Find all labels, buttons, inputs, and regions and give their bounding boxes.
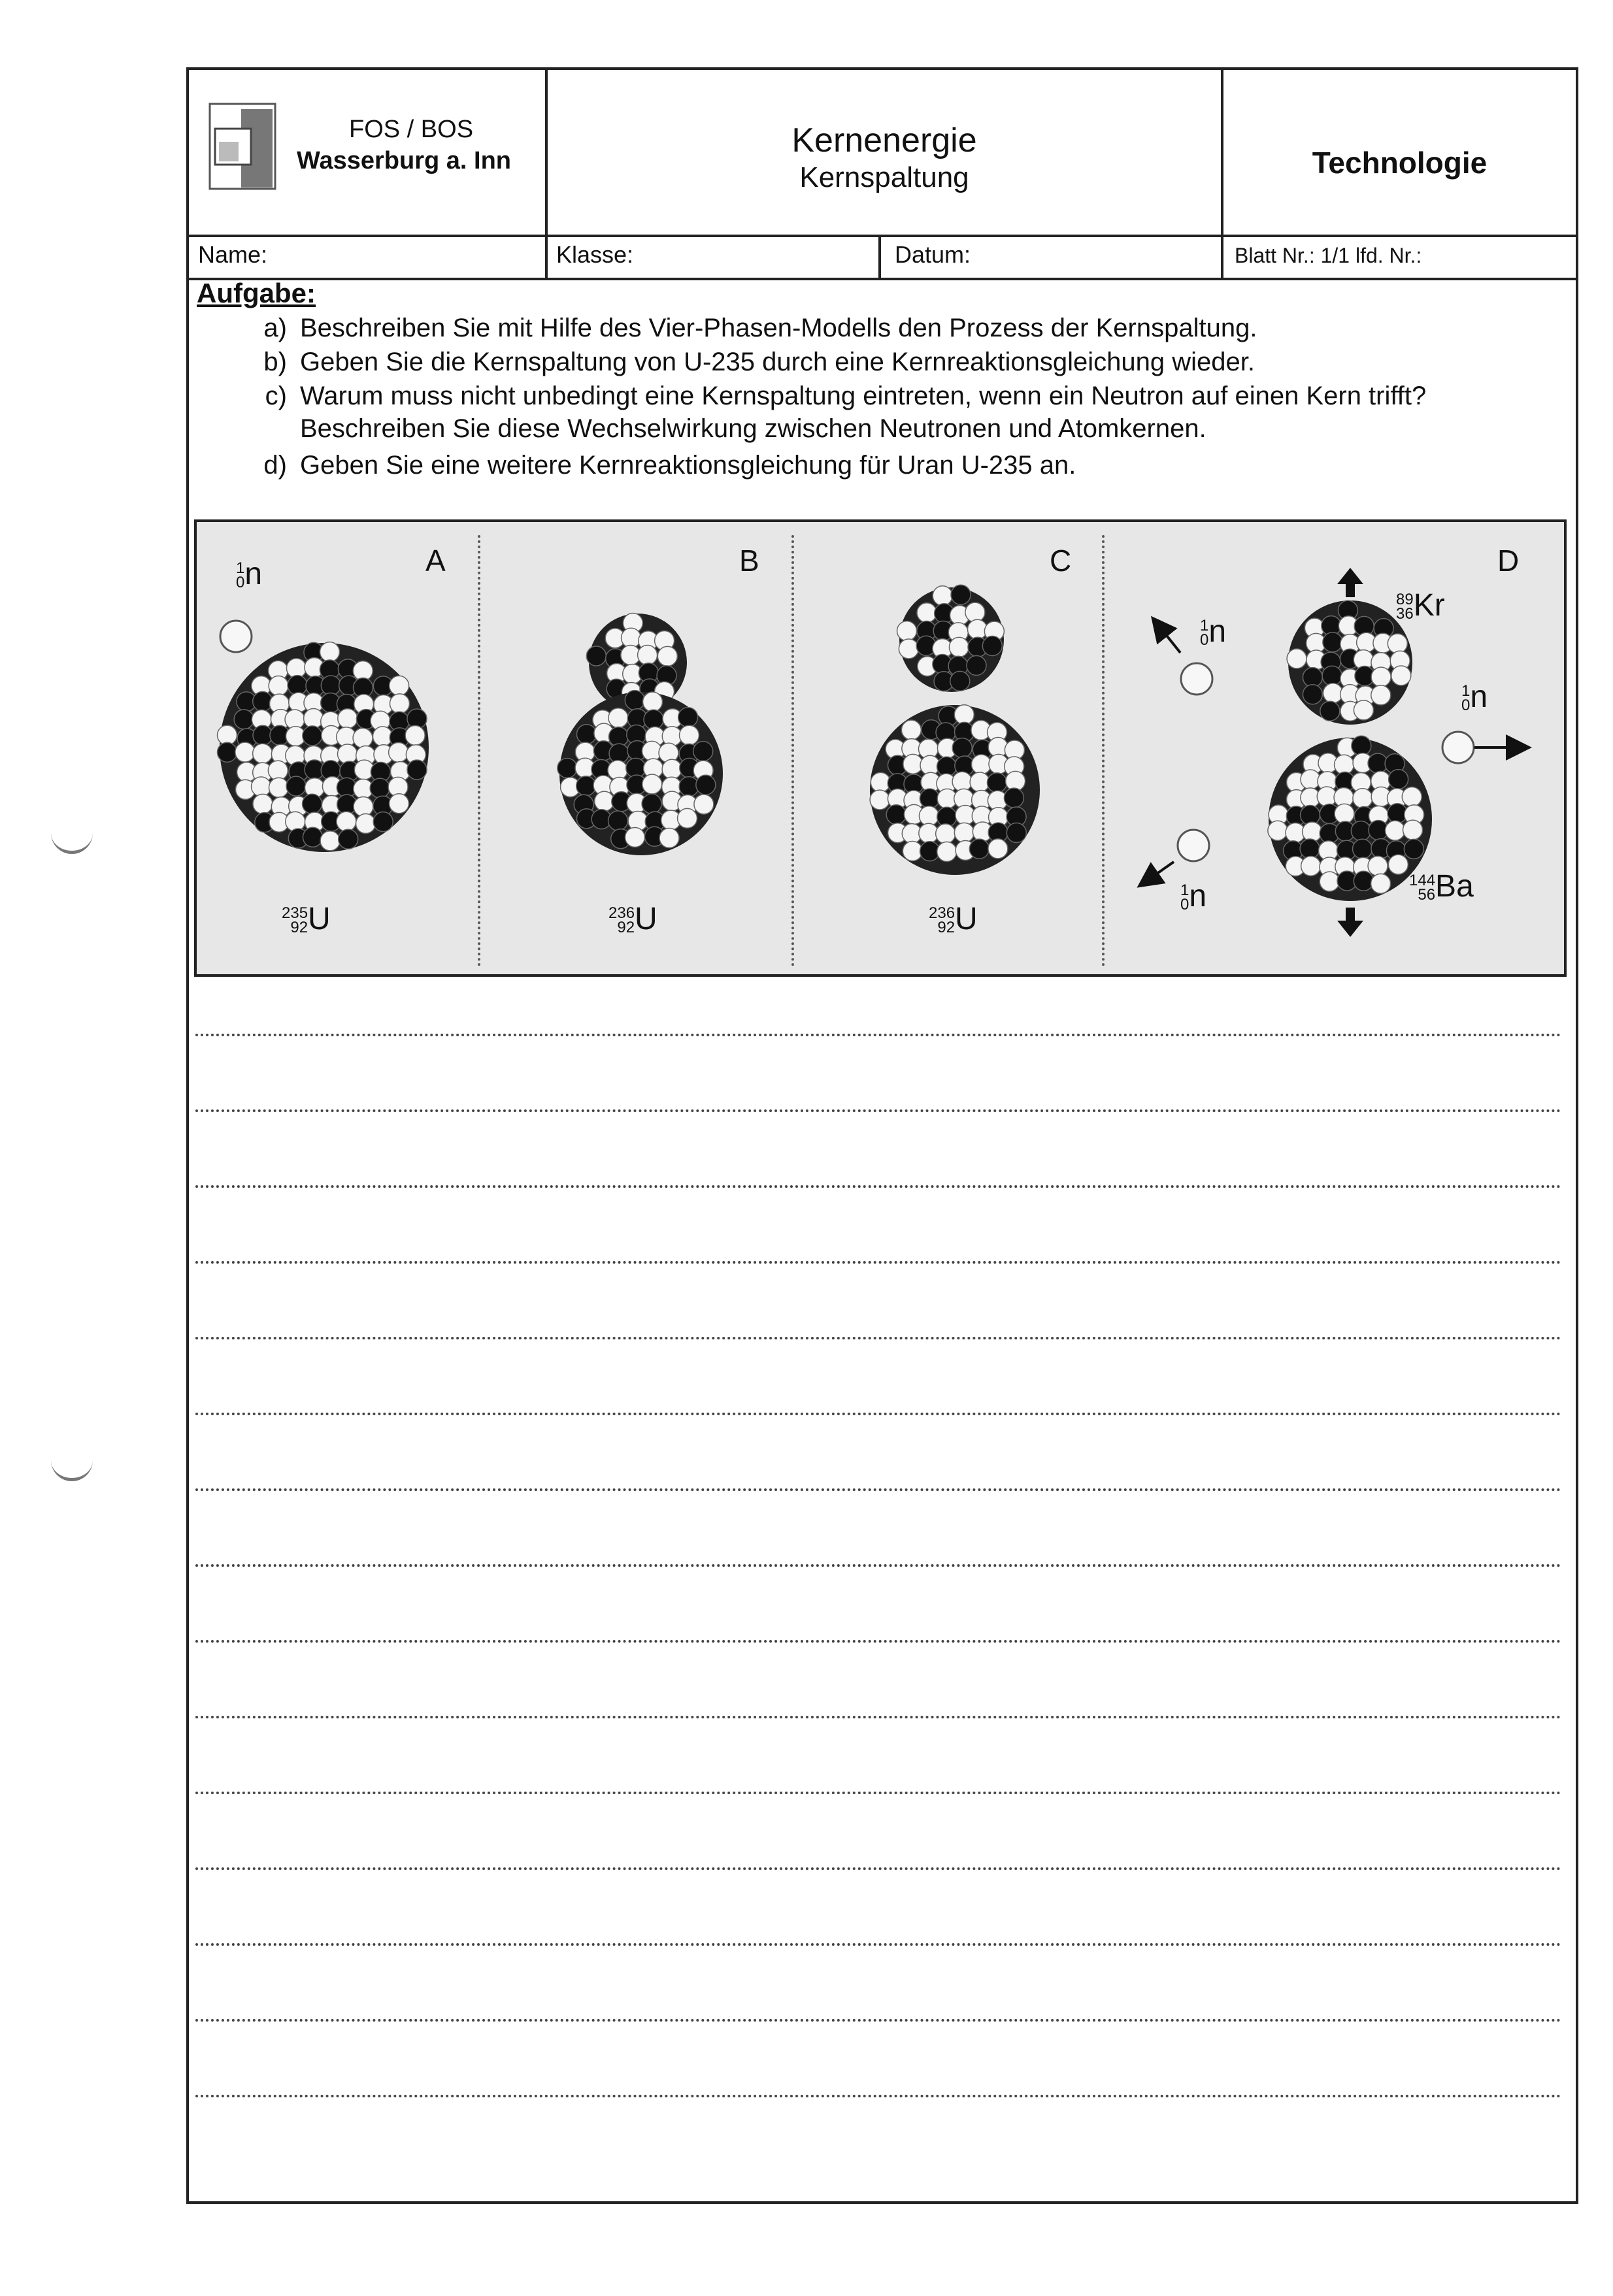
writing-line[interactable] <box>195 1640 1561 1643</box>
fission-illustration <box>197 522 1564 974</box>
u236-label-c: 236 92 U <box>929 902 978 937</box>
neutron-label-a: 1 0 n <box>236 557 263 592</box>
klasse-field-label: Klasse: <box>556 241 634 268</box>
writing-line[interactable] <box>195 1413 1561 1415</box>
neutron-label-d1: 1 0 n <box>1200 614 1227 649</box>
nucleus-upper-lobe <box>897 585 1005 692</box>
writing-line[interactable] <box>195 1792 1561 1794</box>
phase-label-d: D <box>1497 544 1520 578</box>
name-field-label: Name: <box>198 241 268 268</box>
page-subtitle: Kernspaltung <box>799 161 969 193</box>
fission-figure <box>194 519 1567 977</box>
phase-separator <box>1102 535 1105 966</box>
school-line2: Wasserburg a. Inn <box>297 147 511 174</box>
datum-field-label: Datum: <box>895 241 971 268</box>
writing-line[interactable] <box>195 2019 1561 2022</box>
ba-label: 144 56 Ba <box>1409 869 1474 904</box>
nucleus-lower-lobe <box>870 705 1040 875</box>
uranium-235-nucleus <box>217 642 429 852</box>
krypton-nucleus <box>1287 600 1412 725</box>
kr-label: 89 36 Kr <box>1396 588 1445 623</box>
title-cell <box>548 70 1221 235</box>
nuclei-group <box>217 585 1474 901</box>
writing-line[interactable] <box>195 1337 1561 1339</box>
writing-line[interactable] <box>195 2095 1561 2097</box>
task-text: Geben Sie eine weitere Kernreaktionsgleichung für Uran U-235 an. <box>300 451 1076 480</box>
barium-nucleus <box>1268 736 1432 901</box>
neutron-arrow-up-left <box>1154 620 1180 653</box>
task-item-d <box>241 449 1561 482</box>
task-letter: d) <box>263 451 287 480</box>
writing-line[interactable] <box>195 1488 1561 1491</box>
phase-separator <box>791 535 794 966</box>
punch-hole-bottom <box>51 1452 93 1481</box>
task-item-a <box>241 312 1561 344</box>
task-text: Geben Sie die Kernspaltung von U-235 durch eine Kernreaktionsgleichung wieder. <box>300 348 1255 376</box>
page-title: Kernenergie <box>791 122 977 159</box>
neutron-arrow-down-left <box>1141 862 1174 885</box>
neutron-label-d3: 1 0 n <box>1180 879 1207 914</box>
phase-separator <box>478 535 480 966</box>
school-cell <box>189 70 545 235</box>
task-item-c <box>241 380 1561 445</box>
info-row <box>189 235 1576 280</box>
neutron-particle <box>1181 663 1212 695</box>
info-divider-2 <box>878 235 881 278</box>
writing-line[interactable] <box>195 1943 1561 1946</box>
writing-line[interactable] <box>195 1564 1561 1567</box>
subject-cell <box>1223 70 1576 235</box>
arrow-down-bold <box>1337 908 1363 937</box>
school-logo-icon <box>208 103 280 194</box>
info-divider-3 <box>1221 235 1223 278</box>
writing-line[interactable] <box>195 1034 1561 1036</box>
worksheet-frame <box>186 67 1578 2204</box>
neutron-particle <box>1178 830 1209 861</box>
info-divider-1 <box>545 235 548 278</box>
neutron-particle <box>220 621 252 652</box>
subject-label: Technologie <box>1312 146 1488 180</box>
writing-line[interactable] <box>195 1261 1561 1264</box>
neutron-particle <box>1442 732 1474 763</box>
writing-line[interactable] <box>195 1109 1561 1112</box>
school-line1: FOS / BOS <box>349 116 474 143</box>
u235-label: 235 92 U <box>282 902 331 937</box>
phase-label-c: C <box>1050 544 1072 578</box>
u236-label-b: 236 92 U <box>608 902 657 937</box>
task-heading: Aufgabe: <box>197 278 316 308</box>
punch-hole-top <box>51 825 93 854</box>
task-item-b <box>241 346 1561 378</box>
task-letter: c) <box>265 382 287 410</box>
writing-line[interactable] <box>195 1716 1561 1718</box>
task-letter: a) <box>263 314 287 342</box>
blatt-field-label: Blatt Nr.: 1/1 lfd. Nr.: <box>1235 244 1422 267</box>
arrow-up-bold <box>1337 568 1363 597</box>
writing-line[interactable] <box>195 1185 1561 1188</box>
task-text: Beschreiben Sie mit Hilfe des Vier-Phasen-Modells den Prozess der Kernspaltung. <box>300 314 1257 342</box>
header-row <box>189 70 1576 237</box>
writing-line[interactable] <box>195 1867 1561 1870</box>
phase-label-a: A <box>425 544 446 578</box>
phase-label-b: B <box>739 544 759 578</box>
task-letter: b) <box>263 348 287 376</box>
task-text: Warum muss nicht unbedingt eine Kernspaltung eintreten, wenn ein Neutron auf einen Kern trifft? Beschreiben Sie diese Wechselwirkung zwischen Neutronen und Atomkernen. <box>300 382 1427 443</box>
neutron-label-d2: 1 0 n <box>1461 680 1488 715</box>
nucleus-lower-lobe <box>557 691 723 855</box>
